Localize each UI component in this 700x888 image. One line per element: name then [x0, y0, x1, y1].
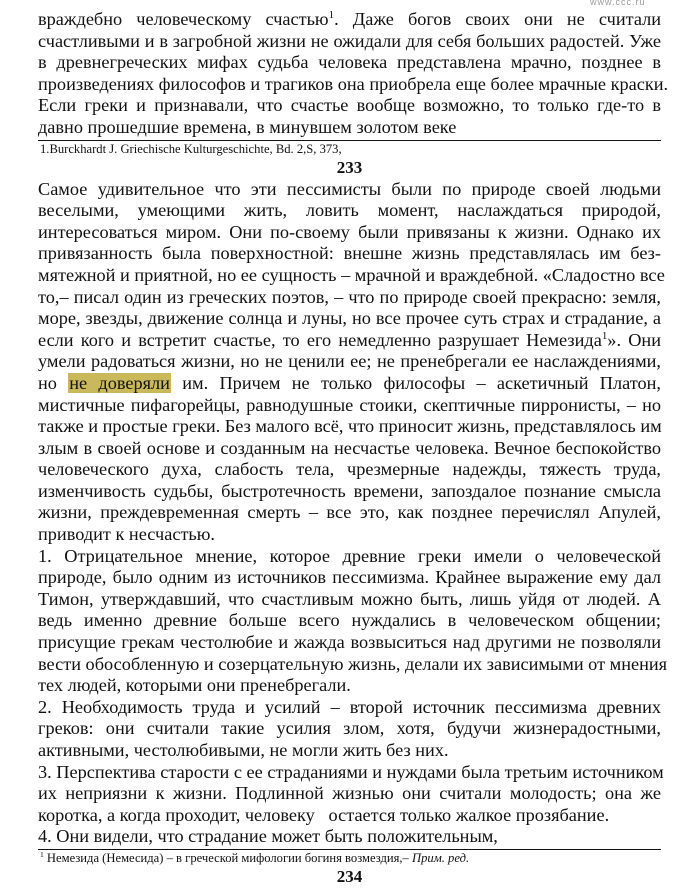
footnote-ref[interactable]: 1: [328, 8, 335, 21]
text-line: то,– писал один из греческих поэтов, – что по природе своей прекрасно: земля,: [38, 286, 661, 307]
footnote-ref[interactable]: 1: [601, 329, 608, 342]
text-line: давно прошедшие времена, в минувшем золотом веке: [38, 116, 457, 137]
text-line: Самое удивительное что эти пессимисты были по природе своей людьми: [38, 178, 661, 199]
text-line: произведениях философов и трагиков она приобрела еще более мрачные краски.: [38, 73, 669, 94]
text-line: Тимон, утверждавший, что счастливым можно быть, лишь уйдя от людей. А: [38, 588, 661, 609]
text-line: греков: они считали такие усилия злом, хотя, будучи жизнерадостными,: [38, 718, 661, 739]
text-line: присущие грекам честолюбие и жажда возвыситься над другими не позволяли: [38, 632, 661, 653]
text-line: 4. Они видели, что страдание может быть положительным,: [38, 826, 498, 847]
text-line: вести обособленную и созерцательную жизнь, делали их зависимыми от мнения: [38, 653, 668, 674]
text-line: счастливыми и в загробной жизни не ожидали для себя больших радостей. Уже: [38, 30, 661, 51]
page-number: 234: [336, 866, 363, 886]
footnote: $^1$ Немезида (Немесида) – в греческой мифологии богиня возмездия,– Прим. ред.: [40, 849, 470, 865]
text-line: веселыми, умеющими жить, ловить момент, наслаждаться природой,: [38, 200, 661, 221]
text-line: умели радоваться жизни, но не ценили ее; не пренебрегали ее наслаждениями,: [38, 351, 661, 372]
text-line: природе, было одним из источников пессимизма. Крайнее выражение ему дал: [38, 567, 661, 588]
text-line: враждебно человеческому счастью$^1$. Даже богов своих они не считали: [38, 8, 662, 29]
text-line: море, звезды, движение солнца и луны, но все прочее суть страх и страдание, а: [38, 308, 661, 329]
text-line: злым в своей основе и созданным на несчастье человека. Вечное беспокойство: [38, 437, 661, 458]
highlighted-text[interactable]: не доверяли: [69, 372, 170, 393]
text-line: приводит к несчастью.: [38, 524, 216, 545]
text-line: человеческого духа, слабость тела, чрезмерные надежды, тяжесть труда,: [38, 459, 661, 480]
text-line: жизни, преждевременная смерть – все это, как позднее перечислял Апулей,: [38, 502, 661, 523]
document-page: [38, 8, 669, 888]
text-line: интересоваться миром. Они по-своему были привязаны к жизни. Однако их: [38, 221, 661, 242]
text-line: ведь именно древние больше всего нуждались в человеческом общении;: [38, 610, 661, 631]
text-line: коротка, а когда проходит, человеку остается только жалкое прозябание.: [38, 804, 610, 825]
text-line: мятежной и приятной, но ее сущность – мрачной и враждебной. «Сладостно все: [38, 264, 665, 285]
text-line: 3. Перспектива старости с ее страданиями и нуждами была третьим источником: [38, 761, 664, 782]
text-line: тех людей, которыми они пренебрегали.: [38, 675, 351, 696]
text-line: привязанность была поверхностной: внешне жизнь представлялась им без-: [38, 243, 661, 264]
cut-off-running-header: www.ccc.ru: [590, 0, 646, 7]
text-line: 2. Необходимость труда и усилий – второй источник пессимизма древних: [38, 696, 661, 717]
text-line: также и простые греки. Без малого всё, что приносит жизнь, представлялось им: [38, 416, 662, 437]
text-line: активными, честолюбивыми, не могли жить без них.: [38, 740, 449, 760]
text-line: их неприязни к жизни. Подлинной жизнью они считали молодость; она же: [38, 783, 661, 804]
text-line: мистичные пифагорейцы, равнодушные стоики, скептичные пирронисты, – но: [38, 394, 661, 415]
text-line: изменчивость судьбы, быстротечность времени, запоздалое познание смысла: [38, 480, 661, 501]
text-line: если кого и встретит счастье, то его немедленно разрушает Немезида$^1$». Они: [38, 329, 661, 350]
text-line: 1. Отрицательное мнение, которое древние греки имели о человеческой: [38, 545, 661, 566]
text-line: в древнегреческих мифах судьба человека представлена мрачно, позднее в: [38, 52, 661, 73]
text-line: Если греки и признавали, что счастье вообще возможно, то только где-то в: [38, 95, 661, 116]
page-number: 233: [336, 157, 363, 177]
text-line: но не доверяли им. Причем не только философы – аскетичный Платон,: [38, 372, 661, 393]
footnote: 1.Burckhardt J. Griechische Kulturgeschichte, Bd. 2,S, 373,: [40, 141, 342, 156]
